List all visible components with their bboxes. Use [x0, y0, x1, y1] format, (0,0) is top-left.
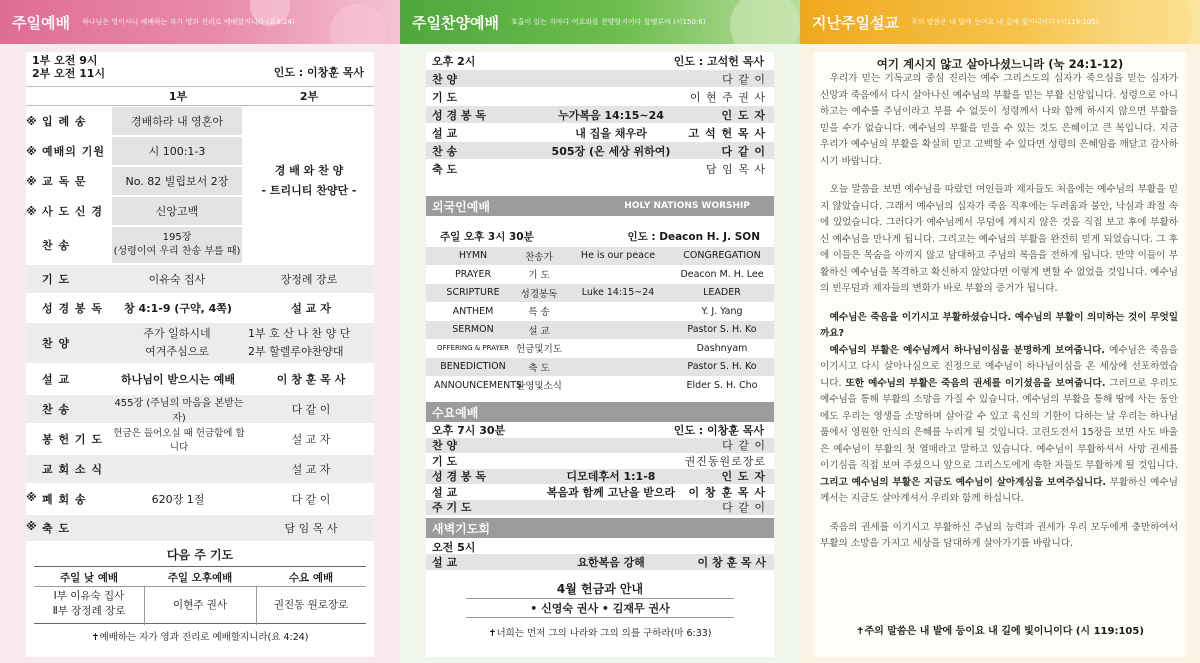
- sermon-paragraph: 우리가 믿는 기독교의 중심 진리는 예수 그리스도의 십자가 죽으심을 믿는 십자가 신앙과 죽음에서 다시 살아나신 예수님의 부활을 믿는 부활 신앙입니다. 성령으로 아니하고는 예수를 주님이라고 부를 수 없듯이 성령께서 나와 함께 하시지 않으면 부활을 믿을 수가 없습니다. 예수님의 부활을 믿을 수 있는 것도 은혜이고 큰 복입니다. 지금 우리가 예수님의 부활을 확실히 믿고 고백할 수 있다면 성령의 은혜임을 깨닫고 감사하시기 바랍니다.: [820, 73, 1178, 167]
- intl-leader: 인도 : Deacon H. J. SON: [627, 230, 760, 243]
- order-item: No. 82 빌립보서 2장: [112, 167, 242, 195]
- intl-en: SERMON: [452, 324, 494, 336]
- section-international-sub: HOLY NATIONS WORSHIP: [624, 201, 750, 211]
- worship-leader: 인도 : 이창훈 목사: [273, 66, 364, 79]
- afternoon-right: 다 같 이: [722, 72, 766, 86]
- order-item-second: 1부 호 산 나 찬 양 단 2부 할렐루야찬양대: [248, 327, 351, 358]
- order-item-second: 이 창 훈 목 사: [276, 373, 346, 386]
- order-label: ※ 폐 회 송: [26, 491, 87, 506]
- afternoon-label: 설 교: [432, 126, 458, 140]
- intl-right: Dashnyam: [696, 342, 748, 354]
- intl-right: Y. J. Yang: [701, 305, 743, 317]
- order-label: ※ 입 례 송: [26, 114, 87, 128]
- order-label: ※ 사 도 신 경: [26, 204, 103, 218]
- order-row: [26, 515, 374, 541]
- service-time-2: 2부 오전 11시: [32, 67, 106, 80]
- intl-row: [426, 321, 774, 339]
- order-row: [26, 485, 374, 513]
- afternoon-label: 찬 송: [432, 144, 458, 158]
- order-item-first: 620장 1절: [151, 493, 205, 506]
- afternoon-right: 다 같 이: [721, 144, 766, 158]
- intl-ko: 헌금및기도: [516, 344, 562, 356]
- order-item-second: 설 교 자: [291, 463, 331, 476]
- intl-right: LEADER: [703, 287, 741, 299]
- footer-verse: ✝주의 말씀은 내 발에 등이요 내 길에 빛이니이다 (시 119:105): [856, 626, 1144, 637]
- intl-row: [426, 303, 774, 321]
- leaf-decoration: [730, 0, 800, 44]
- praise-team: - 트리니티 찬양단 -: [261, 184, 357, 197]
- afternoon-row: [426, 88, 774, 105]
- service-time-1: 1부 오전 9시: [32, 54, 98, 67]
- footer-verse: ✝예배하는 자가 영과 진리로 예배할지니라(요 4:24): [91, 632, 309, 643]
- next-week-prayer-title: 다음 주 기도: [166, 548, 234, 562]
- offering-names: • 신영숙 권사 • 김재무 권사: [466, 598, 734, 618]
- afternoon-row: [426, 142, 774, 159]
- intl-time: 주일 오후 3시 30분: [440, 230, 534, 243]
- intl-row: [426, 358, 774, 376]
- order-row: [26, 107, 374, 135]
- order-item-second: 다 같 이: [291, 493, 331, 506]
- order-row: [26, 395, 374, 423]
- intl-ko: 설 교: [528, 325, 550, 337]
- order-of-worship: [26, 52, 374, 657]
- intl-right: Deacon M. H. Lee: [680, 268, 764, 280]
- dawn-row: [426, 554, 774, 570]
- next-col-afternoon: 주일 오후예배: [167, 572, 233, 584]
- afternoon-row: [426, 124, 774, 141]
- order-label: ※ 예배의 기원: [26, 144, 105, 158]
- wed-label: 설 교: [432, 485, 458, 499]
- intl-row: [426, 377, 774, 395]
- footer-verse: ✝너희는 먼저 그의 나라와 그의 의를 구하라(마 6:33): [488, 628, 712, 639]
- wed-row: [426, 469, 774, 484]
- intl-ko: 축 도: [528, 362, 550, 374]
- order-item-first: 창 4:1-9 (구약, 4쪽): [124, 302, 232, 315]
- order-item-first: 하나님이 받으시는 예배: [121, 373, 235, 386]
- column-second-service: 2부: [299, 90, 319, 103]
- wed-row: [426, 438, 774, 453]
- order-label: 성 경 봉 독: [42, 302, 103, 315]
- flower-decoration: [330, 4, 386, 44]
- order-row: [26, 167, 374, 195]
- service-times: [32, 54, 105, 80]
- sunday-worship-header: [0, 0, 400, 44]
- dawn-preacher: 이 창 훈 목 사: [697, 556, 766, 569]
- intl-right: Elder S. H. Cho: [686, 379, 758, 391]
- afternoon-leader: 인도 : 고석헌 목사: [673, 55, 764, 68]
- wed-label: 주 기 도: [432, 501, 472, 515]
- sermon-question: 예수님은 죽음을 이기시고 부활하셨습니다. 예수님의 부활이 의미하는 것이 무엇일까요?: [820, 311, 1178, 339]
- header-title: 지난주일설교: [812, 13, 899, 32]
- leaf-decoration: [1120, 0, 1192, 44]
- afternoon-label: 축 도: [432, 162, 458, 176]
- sermon-title: 여기 계시지 않고 살아나셨느니라 (눅 24:1-12): [876, 57, 1124, 71]
- header-title: 주일예배: [12, 13, 70, 32]
- intl-mid: He is our peace: [580, 250, 656, 262]
- order-label: 기 도: [42, 273, 71, 286]
- order-label: 봉 헌 기 도: [42, 433, 103, 446]
- order-row: [26, 265, 374, 293]
- wed-row: [426, 485, 774, 500]
- afternoon-right: 인 도 자: [721, 108, 766, 122]
- intl-right: Pastor S. H. Ko: [687, 324, 757, 336]
- sermon-paragraph: 예수님의 부활은 예수님께서 하나님이심을 분명하게 보여줍니다. 예수님은 죽음을 이기시고 다시 살아나심으로 진정으로 예수님이 하나님이심을 온 세상에 선포하였습니다. 또한 예수님의 부활은 죽음의 권세를 이기셨음을 보여줍니다. 그러므로 우리도 예수님을 통해 부활의 소망을 가질 수 있습니다. 예수님의 부활을 통해 땅에 사는 동안에도 우리는 영생을 소망하며 살아갈 수 있고 육신의 기한이 다하는 날 우리는 하나님 품에서 영원한 안식의 은혜를 누리게 될 것입니다. 고린도전서 15장을 보면 사도 바울은 예수님이 부활의 첫 열매라고 말하고 있습니다. 예수님이 부활하셔서 사망 권세를 이기심을 직접 보여 주셨으니 앞으로 그리스도에게 속한 자들도 부활하게 될 것입니다. 그리고 예수님의 부활은 지금도 예수님이 살아계심을 보여주십니다. 부활하신 예수님께서는 지금도 살아계셔서 우리와 함께 하십니다.: [820, 344, 1178, 504]
- intl-row: [426, 266, 774, 284]
- intl-ko: 기 도: [528, 270, 550, 282]
- section-international: 외국인예배 HOLY NATIONS WORSHIP: [426, 196, 774, 216]
- next-wednesday-name: 권진동 원로장로: [273, 599, 349, 611]
- order-label: 찬 양: [42, 337, 71, 350]
- wed-right: 다 같 이: [722, 439, 766, 453]
- afternoon-services: [426, 52, 774, 657]
- wed-row: [426, 454, 774, 469]
- dawn-label: 설 교: [432, 556, 458, 569]
- afternoon-worship-column: [400, 0, 800, 663]
- wed-mid: 복음과 함께 고난을 받으라: [546, 485, 676, 499]
- wed-right: 다 같 이: [722, 501, 766, 515]
- order-label: 찬 송: [42, 239, 71, 252]
- column-first-service: 1부: [168, 90, 188, 103]
- intl-right: CONGREGATION: [683, 250, 761, 262]
- wed-row: [426, 500, 774, 515]
- order-row: [26, 455, 374, 483]
- intl-en: ANNOUNCEMENTS: [434, 379, 523, 391]
- next-col-sunday: 주일 낮 예배: [59, 572, 119, 584]
- afternoon-label: 성 경 봉 독: [432, 108, 486, 122]
- intl-row: [426, 247, 774, 265]
- order-item-second: 장정례 장로: [280, 273, 338, 286]
- next-col-wednesday: 수요 예배: [288, 572, 334, 584]
- intl-en: HYMN: [458, 250, 488, 262]
- intl-ko: 찬송가: [525, 251, 553, 263]
- afternoon-time: 오후 2시: [432, 55, 476, 68]
- next-week-prayer-table: [34, 566, 366, 624]
- next-sunday-names: Ⅰ부 이유숙 집사 Ⅱ부 장정례 장로: [52, 590, 126, 617]
- section-wednesday: 수요예배: [426, 402, 774, 422]
- order-item-second: 담 임 목 사: [284, 522, 338, 535]
- afternoon-label: 기 도: [432, 90, 458, 104]
- order-item-second: 다 같 이: [291, 403, 331, 416]
- wed-mid: 디모데후서 1:1-8: [566, 470, 656, 484]
- last-sermon-header: [800, 0, 1200, 44]
- order-label: 설 교: [42, 373, 71, 386]
- header-verse: 호흡이 있는 자마다 여호와를 찬양할지어다 할렐루야 (시150:6): [510, 18, 706, 26]
- afternoon-label: 찬 양: [432, 72, 458, 86]
- afternoon-row: [426, 160, 774, 177]
- wed-label: 성 경 봉 독: [432, 470, 486, 484]
- order-label: ※ 교 독 문: [26, 174, 87, 188]
- intl-time-row: [426, 228, 774, 244]
- intl-en: SCRIPTURE: [446, 287, 500, 299]
- wed-time: 오후 7시 30분: [432, 423, 506, 437]
- intl-ko: 성경봉독: [520, 288, 558, 300]
- sermon-body: [820, 71, 1178, 553]
- order-item-first: 헌금은 들어오실 때 헌금함에 합니다: [113, 428, 245, 453]
- intl-ko: 특 송: [528, 307, 550, 319]
- offering-title: 4월 헌금과 안내: [556, 582, 644, 596]
- order-row: [26, 197, 374, 225]
- afternoon-right: 담 임 목 사: [706, 162, 766, 176]
- order-row: [26, 137, 374, 165]
- table-header-row: [26, 86, 374, 106]
- order-label: 교 회 소 식: [42, 463, 103, 476]
- afternoon-row: [426, 70, 774, 87]
- order-item: 195장 (성령이여 우리 찬송 부를 때): [112, 227, 242, 263]
- order-label: ※ 축 도: [26, 520, 71, 535]
- order-item-first: 주가 일하시네 여겨주심으로: [143, 327, 211, 358]
- order-label: 찬 송: [42, 403, 71, 416]
- order-item-second: 설 교 자: [291, 302, 331, 315]
- wed-label: 찬 양: [432, 439, 458, 453]
- order-item-second: 설 교 자: [291, 433, 331, 446]
- afternoon-time-row: [426, 53, 774, 69]
- intl-row: [426, 284, 774, 302]
- wed-right: 인 도 자: [721, 470, 766, 484]
- intl-mid: Luke 14:15~24: [581, 287, 655, 299]
- header-title: 주일찬양예배: [412, 13, 499, 32]
- intl-en: BENEDICTION: [440, 361, 506, 373]
- order-item: 신앙고백: [112, 197, 242, 225]
- order-row: [26, 295, 374, 321]
- order-row: [26, 227, 374, 263]
- wed-time-row: [426, 422, 774, 437]
- header-verse: 하나님은 영이시니 예배하는 자가 영과 진리로 예배할지니라 (요4:24): [81, 18, 295, 26]
- intl-en: PRAYER: [454, 268, 492, 280]
- order-row: [26, 425, 374, 453]
- intl-right: Pastor S. H. Ko: [687, 361, 757, 373]
- wed-label: 기 도: [432, 454, 458, 468]
- wed-right: 권진동원로장로: [684, 454, 766, 468]
- next-afternoon-name: 이현주 권사: [172, 599, 228, 611]
- afternoon-mid: 누가복음 14:15~24: [558, 108, 664, 122]
- afternoon-right: 이 현 주 권 사: [689, 90, 766, 104]
- afternoon-row: [426, 106, 774, 123]
- afternoon-worship-header: [400, 0, 800, 44]
- intl-row: [426, 340, 774, 358]
- afternoon-mid: 505장 (온 세상 위하여): [551, 144, 671, 158]
- sermon-paragraph: 오늘 말씀을 보면 예수님을 따랐던 여인들과 제자들도 처음에는 예수님의 부활을 믿지 않았습니다. 그래서 예수님의 십자가 죽음 직후에는 두려움과 불안, 낙심과 좌절 속에 있었습니다. 그러다가 예수님께서 무덤에 계시지 않은 것을 직접 보고 후에 부활하신 예수님을 만나게 됩니다. 그리고는 예수님의 부활을 완전히 믿게 되었습니다. 그 후에 이들은 목숨을 아끼지 않고 담대하고 주님의 복음을 전하게 됩니다. 만약 이들이 부활하신 예수님을 목격하고 확신하지 않았다면 이렇게 변할 수 없었을 것입니다. 예수님의 빈무덤과 제자들의 변화가 바로 부활의 증거가 됩니다.: [820, 184, 1178, 294]
- sunday-worship-column: [0, 0, 400, 663]
- order-item: 경배하라 내 영혼아: [112, 107, 242, 135]
- order-row: [26, 323, 374, 363]
- praise-title: 경 배 와 찬 양: [274, 164, 344, 177]
- sermon-paragraph: 죽음의 권세를 이기시고 부활하신 주님의 능력과 권세가 우리 모두에게 충만하여서 부활의 소망을 가지고 세상을 담대하게 살아가기를 바랍니다.: [820, 521, 1178, 549]
- order-item-first: 이유숙 집사: [148, 273, 206, 286]
- wed-leader: 인도 : 이창훈 목사: [673, 423, 764, 437]
- order-item: 시 100:1-3: [112, 137, 242, 165]
- wed-right: 이 창 훈 목 사: [688, 485, 766, 499]
- header-verse: 주의 말씀은 내 발에 등이요 내 길에 빛이니이다 (시119:105): [910, 18, 1099, 26]
- intl-en: OFFERING & PRAYER: [436, 344, 510, 353]
- order-item-first: 455장 (주님의 마음을 본받는 자): [114, 398, 244, 424]
- afternoon-right: 고 석 헌 목 사: [688, 126, 766, 140]
- intl-ko: 환영및소식: [516, 381, 562, 393]
- dawn-time-row: [426, 539, 774, 554]
- order-row: [26, 365, 374, 393]
- section-dawn-prayer: 새벽기도회: [426, 518, 774, 538]
- dawn-time: 오전 5시: [432, 540, 476, 554]
- intl-en: ANTHEM: [452, 305, 494, 317]
- sermon-summary: [814, 52, 1186, 657]
- afternoon-mid: 내 집을 채우라: [575, 126, 647, 140]
- dawn-sermon: 요한복음 강해: [577, 556, 645, 569]
- last-sermon-column: [800, 0, 1200, 663]
